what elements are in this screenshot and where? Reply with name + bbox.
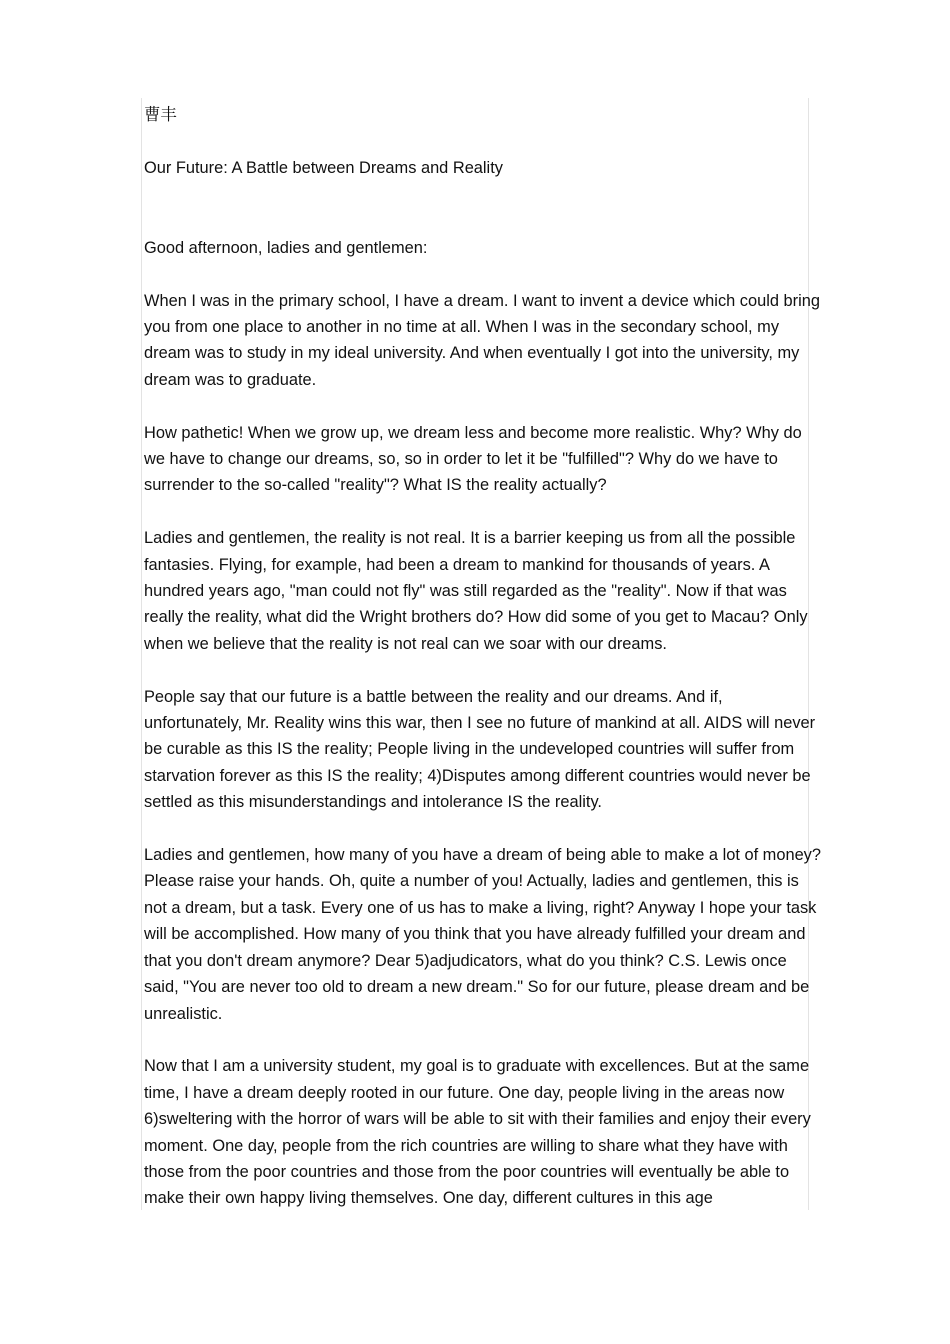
document-body bbox=[144, 102, 824, 1238]
paragraph-university-dream: Now that I am a university student, my goal is to graduate with excellences. But at the same time, I have a dream deeply rooted in our future. One day, people living in the areas now 6)sweltering with the horror of wars will be able to sit with their families and enjoy their every moment. One day, people from the rich countries are willing to share what they have with those from the poor countries and those from the poor countries will eventually be able to make their own happy living themselves. One day, different cultures in this age bbox=[144, 1057, 811, 1208]
paragraph-pathetic: How pathetic! When we grow up, we dream less and become more realistic. Why? Why do we have to change our dreams, so, so in order to let it be "fulfilled"? Why do we have to surrender to the so-called "reality"? What IS the reality actually? bbox=[144, 423, 802, 495]
paragraph-primary-school-dream: When I was in the primary school, I have a dream. I want to invent a device which could bring you from one place to another in no time at all. When I was in the secondary school, my dream was to study in my ideal university. And when eventually I got into the university, my dream was to graduate. bbox=[144, 291, 820, 389]
document-title: Our Future: A Battle between Dreams and Reality bbox=[144, 159, 503, 178]
paragraph-money-dream: Ladies and gentlemen, how many of you have a dream of being able to make a lot of money? Please raise your hands. Oh, quite a number of you! Actually, ladies and gentlemen, this is not a dream, but a task. Every one of us has to make a living, right? Anyway I hope your task will be accomplished. How many of you think that you have already fulfilled your dream and that you don't dream anymore? Dear 5)adjudicators, what do you think? C.S. Lewis once said, "You are never too old to dream a new dream." So for our future, please dream and be unrealistic. bbox=[144, 846, 821, 1023]
paragraph-battle: People say that our future is a battle between the reality and our dreams. And if, unfortunately, Mr. Reality wins this war, then I see no future of mankind at all. AIDS will never be curable as this IS the reality; People living in the undeveloped countries will suffer from starvation forever as this IS the reality; 4)Disputes among different countries would never be settled as this misunderstandings and intolerance IS the reality. bbox=[144, 687, 816, 812]
paragraph-greeting: Good afternoon, ladies and gentlemen: bbox=[144, 238, 428, 257]
author-name: 曹丰 bbox=[144, 106, 177, 124]
paragraph-reality-not-real: Ladies and gentlemen, the reality is not real. It is a barrier keeping us from all the possible fantasies. Flying, for example, had been a dream to mankind for thousands of years. A hundred years ago, "man could not fly" was still regarded as the "reality". Now if that was really the reality, what did the Wright brothers do? How did some of you get to Macau? Only when we believe that the reality is not real can we soar with our dreams. bbox=[144, 529, 808, 653]
left-border-line bbox=[141, 98, 142, 1210]
